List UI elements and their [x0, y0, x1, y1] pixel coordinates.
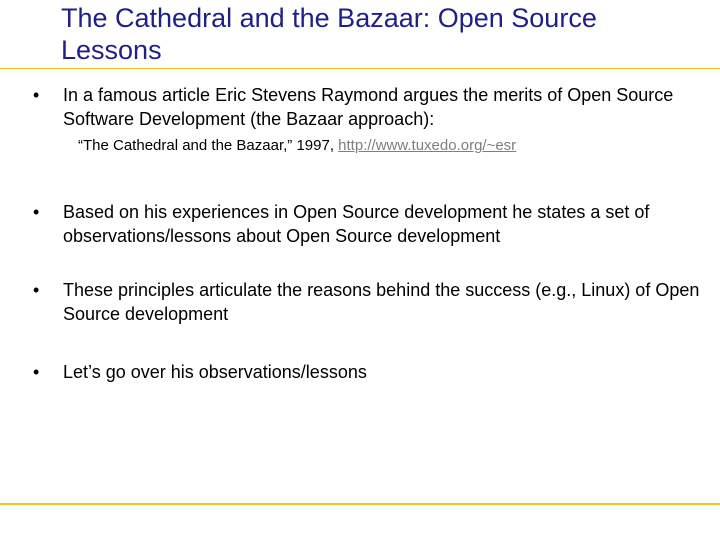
bullet-icon: • — [33, 85, 40, 105]
bullet-item — [0, 200, 720, 248]
bullet-text: Let’s go over his observations/lessons — [63, 362, 367, 382]
title-divider — [0, 68, 720, 69]
bullet-text: Based on his experiences in Open Source development he states a set of observations/lessons about Open Source development — [63, 202, 650, 246]
bullet-text: These principles articulate the reasons behind the success (e.g., Linux) of Open Source development — [63, 280, 700, 324]
bullet-icon: • — [33, 202, 40, 222]
slide-title: The Cathedral and the Bazaar: Open Source Lessons — [61, 3, 597, 65]
citation-text: “The Cathedral and the Bazaar,” 1997, — [78, 137, 339, 154]
bullet-icon: • — [33, 362, 40, 382]
bullet-item — [0, 83, 720, 131]
bullet-list — [0, 83, 720, 384]
bullet-item — [0, 360, 720, 384]
bullet-icon: • — [33, 280, 40, 300]
bullet-text: In a famous article Eric Stevens Raymond argues the merits of Open Source Software Development (the Bazaar approach): — [63, 85, 674, 129]
citation — [0, 136, 720, 156]
bullet-item — [0, 278, 720, 326]
footer-divider — [0, 503, 720, 505]
citation-link[interactable]: http://www.tuxedo.org/~esr — [338, 137, 517, 154]
